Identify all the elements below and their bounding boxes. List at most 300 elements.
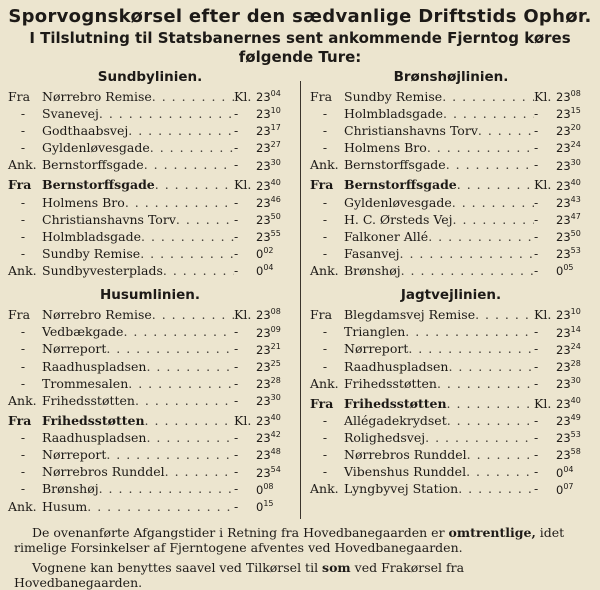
departure-time xyxy=(256,156,292,173)
time-minute: 40 xyxy=(270,413,281,423)
stop-name: Sundby Remise xyxy=(42,245,141,261)
time-hour: 23 xyxy=(256,465,271,480)
stop-name: Raadhuspladsen xyxy=(42,358,147,374)
timetable-row xyxy=(8,156,292,173)
departure-time xyxy=(256,305,292,322)
time-hour: 0 xyxy=(556,482,564,497)
timetable-row xyxy=(310,357,592,374)
stop-name: Lyngbyvej Station xyxy=(344,481,459,497)
time-hour: 23 xyxy=(556,431,571,446)
time-minute: 14 xyxy=(570,324,581,334)
kl-label: - xyxy=(234,263,239,279)
row-prefix: Ank. xyxy=(8,263,37,279)
stop-name: Holmbladsgade xyxy=(42,228,141,244)
footnote-usage-emphasis: som xyxy=(322,559,351,575)
leader-dots xyxy=(457,178,534,192)
kl-label: - xyxy=(534,412,539,428)
trip-group xyxy=(8,305,292,408)
timetable-row xyxy=(8,138,292,155)
stop-name: Brønshøj xyxy=(42,481,99,497)
leader-dots xyxy=(446,158,534,172)
departure-time xyxy=(556,340,592,357)
departure-time xyxy=(556,156,592,173)
leader-dots xyxy=(106,342,234,356)
row-prefix: - xyxy=(20,140,26,156)
kl-label: - xyxy=(534,430,539,446)
timetable-row xyxy=(8,261,292,278)
leader-dots xyxy=(87,500,234,514)
timetable-row xyxy=(310,463,592,480)
time-minute: 49 xyxy=(570,413,581,423)
stop-name: Raadhuspladsen xyxy=(344,358,449,374)
stop-name: Bernstorffsgade xyxy=(42,177,155,193)
leader-dots xyxy=(467,448,534,462)
time-minute: 54 xyxy=(270,464,281,474)
trip-group xyxy=(310,87,592,173)
time-minute: 08 xyxy=(570,89,581,98)
time-hour: 0 xyxy=(556,264,564,279)
row-prefix: - xyxy=(322,123,328,139)
leader-dots xyxy=(99,482,234,496)
leader-dots xyxy=(152,308,234,322)
stop-name: Christianshavns Torv xyxy=(344,123,478,139)
kl-label: - xyxy=(534,105,539,121)
leader-dots xyxy=(453,213,534,227)
row-prefix: Ank. xyxy=(310,481,339,497)
leader-dots xyxy=(425,431,534,445)
kl-label: - xyxy=(534,157,539,173)
timetable-row xyxy=(310,323,592,340)
leader-dots xyxy=(452,196,534,210)
timetable-row xyxy=(8,210,292,227)
stop-name: Trommesalen xyxy=(42,375,129,391)
departure-time xyxy=(256,244,292,261)
footnote-usage xyxy=(14,560,586,590)
time-hour: 23 xyxy=(256,431,271,446)
time-minute: 46 xyxy=(270,194,281,204)
row-prefix: Ank. xyxy=(310,263,339,279)
timetable-row xyxy=(310,374,592,391)
timetable-row xyxy=(8,305,292,322)
kl-label: - xyxy=(234,498,239,514)
time-hour: 23 xyxy=(556,195,571,210)
timetable-row xyxy=(310,480,592,497)
departure-time xyxy=(556,357,592,374)
time-hour: 23 xyxy=(556,229,571,244)
timetable-row xyxy=(310,411,592,428)
departure-time xyxy=(256,428,292,445)
timetable-row xyxy=(310,305,592,322)
row-prefix: Fra xyxy=(8,177,32,193)
timetable-row xyxy=(310,104,592,121)
route-block xyxy=(310,69,592,278)
column-divider xyxy=(300,81,301,519)
kl-label: - xyxy=(534,194,539,210)
stop-name: Holmens Bro xyxy=(344,140,427,156)
departure-time xyxy=(256,391,292,408)
row-prefix: Fra xyxy=(8,307,31,323)
leader-dots xyxy=(466,465,534,479)
departure-time xyxy=(556,176,592,193)
timetable-row xyxy=(8,411,292,428)
row-prefix: - xyxy=(20,123,26,139)
departure-time xyxy=(256,104,292,121)
route-block xyxy=(8,287,292,514)
departure-time xyxy=(556,227,592,244)
kl-label: - xyxy=(534,464,539,480)
stop-name: Bernstorffsgade xyxy=(344,177,457,193)
timetable-row xyxy=(310,156,592,173)
timetable-row xyxy=(8,193,292,210)
route-title: Brønshøjlinien. xyxy=(393,69,509,85)
kl-label: - xyxy=(234,341,239,357)
stop-name: Holmbladsgade xyxy=(344,105,443,121)
leader-dots xyxy=(165,465,234,479)
stop-name: Sundbyvesterplads xyxy=(42,263,163,279)
row-prefix: - xyxy=(322,140,328,156)
footnotes xyxy=(8,525,592,590)
row-prefix: - xyxy=(20,211,26,227)
time-minute: 02 xyxy=(263,246,274,256)
leader-dots xyxy=(146,431,234,445)
time-hour: 23 xyxy=(556,178,571,193)
kl-label: - xyxy=(534,140,539,156)
leader-dots xyxy=(123,325,234,339)
kl-label: - xyxy=(534,375,539,391)
timetable-row xyxy=(8,374,292,391)
kl-label: - xyxy=(534,245,539,261)
row-prefix: Fra xyxy=(310,177,334,193)
row-prefix: Fra xyxy=(310,88,333,104)
leader-dots xyxy=(145,414,234,428)
leader-dots xyxy=(163,264,234,278)
leader-dots xyxy=(135,394,234,408)
departure-time xyxy=(556,463,592,480)
departure-time xyxy=(256,480,292,497)
timetable-row xyxy=(310,340,592,357)
row-prefix: - xyxy=(322,105,328,121)
leader-dots xyxy=(152,90,234,104)
row-prefix: - xyxy=(20,481,26,497)
stop-name: Brønshøj xyxy=(344,263,401,279)
stop-name: Gyldenløvesgade xyxy=(42,140,150,156)
kl-label: - xyxy=(534,324,539,340)
leader-dots xyxy=(401,264,534,278)
departure-time xyxy=(556,323,592,340)
timetable-row xyxy=(8,497,292,514)
left-column xyxy=(8,69,300,523)
time-minute: 28 xyxy=(270,375,281,385)
footnote-delays-text-b: idet rimelige Forsinkelser af Fjerntogene afventes ved Hovedbanegaarden. xyxy=(14,524,565,555)
time-minute: 07 xyxy=(563,481,574,491)
time-hour: 0 xyxy=(256,264,264,279)
time-hour: 23 xyxy=(256,342,271,357)
time-hour: 23 xyxy=(556,158,571,173)
time-hour: 0 xyxy=(556,465,564,480)
time-hour: 23 xyxy=(256,448,271,463)
stop-name: Bernstorffsgade xyxy=(42,157,144,173)
departure-time xyxy=(256,176,292,193)
kl-label: - xyxy=(234,481,239,497)
leader-dots xyxy=(458,482,534,496)
departure-time xyxy=(256,210,292,227)
time-minute: 28 xyxy=(570,358,581,368)
right-column xyxy=(300,69,592,523)
stop-name: Christianshavns Torv xyxy=(42,211,176,227)
leader-dots xyxy=(99,107,234,121)
leader-dots xyxy=(128,124,234,138)
kl-label: - xyxy=(534,447,539,463)
route-columns xyxy=(8,69,592,523)
timetable-row xyxy=(8,176,292,193)
footnote-delays xyxy=(14,525,586,555)
time-minute: 04 xyxy=(270,89,281,98)
trip-group xyxy=(8,411,292,514)
trip-group xyxy=(310,176,592,279)
row-prefix: - xyxy=(20,341,26,357)
time-minute: 10 xyxy=(570,307,581,317)
leader-dots xyxy=(437,377,534,391)
timetable-row xyxy=(310,445,592,462)
leader-dots xyxy=(478,124,534,138)
departure-time xyxy=(256,323,292,340)
departure-time xyxy=(556,480,592,497)
kl-label: Kl. xyxy=(234,88,252,104)
kl-label: - xyxy=(534,123,539,139)
departure-time xyxy=(556,87,592,104)
leader-dots xyxy=(443,107,534,121)
leader-dots xyxy=(150,141,234,155)
time-hour: 23 xyxy=(256,229,271,244)
timetable-row xyxy=(8,391,292,408)
leader-dots xyxy=(427,141,534,155)
stop-name: Nørreport xyxy=(42,341,107,357)
timetable-row xyxy=(310,210,592,227)
leader-dots xyxy=(125,196,234,210)
time-minute: 30 xyxy=(270,393,281,402)
time-hour: 0 xyxy=(256,246,264,261)
stop-name: Bernstorffsgade xyxy=(344,157,446,173)
row-prefix: Ank. xyxy=(8,392,37,408)
time-minute: 53 xyxy=(570,246,581,256)
kl-label: - xyxy=(234,245,239,261)
departure-time xyxy=(556,121,592,138)
time-hour: 23 xyxy=(256,325,271,340)
kl-label: - xyxy=(234,140,239,156)
leader-dots xyxy=(141,230,234,244)
row-prefix: - xyxy=(322,358,328,374)
stop-name: Gyldenløvesgade xyxy=(344,194,452,210)
time-hour: 23 xyxy=(556,141,571,156)
stop-name: Vibenshus Runddel xyxy=(344,464,467,480)
timetable-row xyxy=(310,87,592,104)
row-prefix: - xyxy=(322,324,328,340)
time-hour: 23 xyxy=(556,308,571,323)
time-minute: 40 xyxy=(570,396,581,405)
time-hour: 23 xyxy=(556,246,571,261)
kl-label: - xyxy=(534,228,539,244)
time-minute: 15 xyxy=(263,498,274,508)
time-hour: 23 xyxy=(556,359,571,374)
departure-time xyxy=(256,227,292,244)
departure-time xyxy=(556,244,592,261)
row-prefix: - xyxy=(20,375,26,391)
time-minute: 30 xyxy=(570,157,581,167)
time-minute: 05 xyxy=(563,263,574,273)
leader-dots xyxy=(448,360,534,374)
time-minute: 43 xyxy=(570,194,581,204)
time-minute: 48 xyxy=(270,447,281,457)
timetable-row xyxy=(8,463,292,480)
route-block xyxy=(310,287,592,496)
leader-dots xyxy=(140,247,234,261)
stop-name: Svanevej xyxy=(42,105,99,121)
row-prefix: Fra xyxy=(310,307,333,323)
departure-time xyxy=(556,411,592,428)
timetable-row xyxy=(8,227,292,244)
time-minute: 25 xyxy=(270,358,281,368)
kl-label: - xyxy=(234,430,239,446)
timetable-row xyxy=(310,428,592,445)
timetable-row xyxy=(8,87,292,104)
stop-name: Sundby Remise xyxy=(344,88,443,104)
time-minute: 08 xyxy=(270,307,281,317)
departure-time xyxy=(556,138,592,155)
time-hour: 23 xyxy=(556,212,571,227)
stop-name: Trianglen xyxy=(344,324,406,340)
departure-time xyxy=(556,445,592,462)
row-prefix: - xyxy=(20,430,26,446)
stop-name: Nørreport xyxy=(344,341,409,357)
kl-label: Kl. xyxy=(534,307,552,323)
time-minute: 30 xyxy=(570,375,581,385)
time-minute: 24 xyxy=(570,140,581,150)
timetable-row xyxy=(310,176,592,193)
stop-name: Nørrebro Remise xyxy=(42,307,152,323)
leader-dots xyxy=(428,230,534,244)
kl-label: Kl. xyxy=(234,307,252,323)
stop-name: Nørrebros Runddel xyxy=(42,464,165,480)
timetable-row xyxy=(310,227,592,244)
time-minute: 55 xyxy=(270,229,281,238)
timetable-row xyxy=(8,445,292,462)
leader-dots xyxy=(408,342,534,356)
row-prefix: Fra xyxy=(310,395,334,411)
leader-dots xyxy=(128,377,234,391)
departure-time xyxy=(256,463,292,480)
stop-name: Blegdamsvej Remise xyxy=(344,307,476,323)
leader-dots xyxy=(442,90,534,104)
leader-dots xyxy=(475,308,534,322)
departure-time xyxy=(556,104,592,121)
departure-time xyxy=(556,210,592,227)
time-hour: 0 xyxy=(256,499,264,514)
trip-group xyxy=(310,394,592,497)
departure-time xyxy=(256,193,292,210)
kl-label: - xyxy=(234,105,239,121)
footnote-delays-emphasis: omtrentlige, xyxy=(448,524,536,540)
timetable-row xyxy=(8,104,292,121)
kl-label: Kl. xyxy=(534,88,552,104)
departure-time xyxy=(256,138,292,155)
stop-name: Fasanvej xyxy=(344,245,400,261)
departure-time xyxy=(256,374,292,391)
kl-label: - xyxy=(534,481,539,497)
route-title: Husumlinien. xyxy=(99,287,200,304)
footnote-delays-text-a: De ovenanførte Afgangstider i Retning fra Hovedbanegaarden er xyxy=(32,524,449,540)
row-prefix: - xyxy=(322,341,328,357)
row-prefix: Ank. xyxy=(8,498,37,514)
row-prefix: - xyxy=(20,105,26,121)
row-prefix: - xyxy=(20,358,26,374)
departure-time xyxy=(556,394,592,411)
timetable-row xyxy=(8,340,292,357)
row-prefix: - xyxy=(322,245,328,261)
time-hour: 0 xyxy=(256,482,264,497)
stop-name: Frihedsstøtten xyxy=(42,392,135,408)
kl-label: - xyxy=(234,375,239,391)
stop-name: Frihedsstøtten xyxy=(344,395,447,411)
time-hour: 23 xyxy=(556,376,571,391)
kl-label: - xyxy=(234,211,239,227)
timetable-row xyxy=(310,244,592,261)
time-hour: 23 xyxy=(256,308,271,323)
row-prefix: - xyxy=(20,194,26,210)
row-prefix: - xyxy=(20,464,26,480)
departure-time xyxy=(556,374,592,391)
leader-dots xyxy=(146,360,234,374)
leader-dots xyxy=(447,397,534,411)
kl-label: - xyxy=(234,194,239,210)
time-hour: 23 xyxy=(256,106,271,121)
row-prefix: Ank. xyxy=(310,375,339,391)
kl-label: - xyxy=(534,358,539,374)
page-title: Sporvognskørsel efter den sædvanlige Driftstids Ophør. xyxy=(8,6,592,27)
row-prefix: - xyxy=(322,430,328,446)
time-hour: 23 xyxy=(256,393,271,408)
row-prefix: Ank. xyxy=(8,157,37,173)
time-hour: 23 xyxy=(256,359,271,374)
route-title: Jagtvejlinien. xyxy=(400,287,502,304)
leader-dots xyxy=(400,247,534,261)
row-prefix: - xyxy=(322,211,328,227)
time-hour: 23 xyxy=(256,178,271,193)
time-minute: 40 xyxy=(270,177,281,187)
kl-label: Kl. xyxy=(534,177,552,193)
trip-group xyxy=(8,176,292,279)
departure-time xyxy=(556,428,592,445)
stop-name: Holmens Bro xyxy=(42,194,125,210)
trip-group xyxy=(310,305,592,391)
time-hour: 23 xyxy=(256,376,271,391)
departure-time xyxy=(556,261,592,278)
time-minute: 24 xyxy=(570,341,581,351)
time-minute: 50 xyxy=(270,211,281,221)
time-hour: 23 xyxy=(556,448,571,463)
stop-name: Nørrebros Runddel xyxy=(344,447,467,463)
departure-time xyxy=(256,121,292,138)
trip-group xyxy=(8,87,292,173)
time-minute: 08 xyxy=(263,481,274,491)
departure-time xyxy=(256,445,292,462)
timetable-row xyxy=(310,121,592,138)
time-hour: 23 xyxy=(556,413,571,428)
time-minute: 27 xyxy=(270,140,281,150)
row-prefix: - xyxy=(20,228,26,244)
timetable-row xyxy=(8,428,292,445)
row-prefix: Fra xyxy=(8,412,32,428)
subtitle-line-1: I Tilslutning til Statsbanernes sent ankommende Fjerntog køres xyxy=(29,29,571,47)
